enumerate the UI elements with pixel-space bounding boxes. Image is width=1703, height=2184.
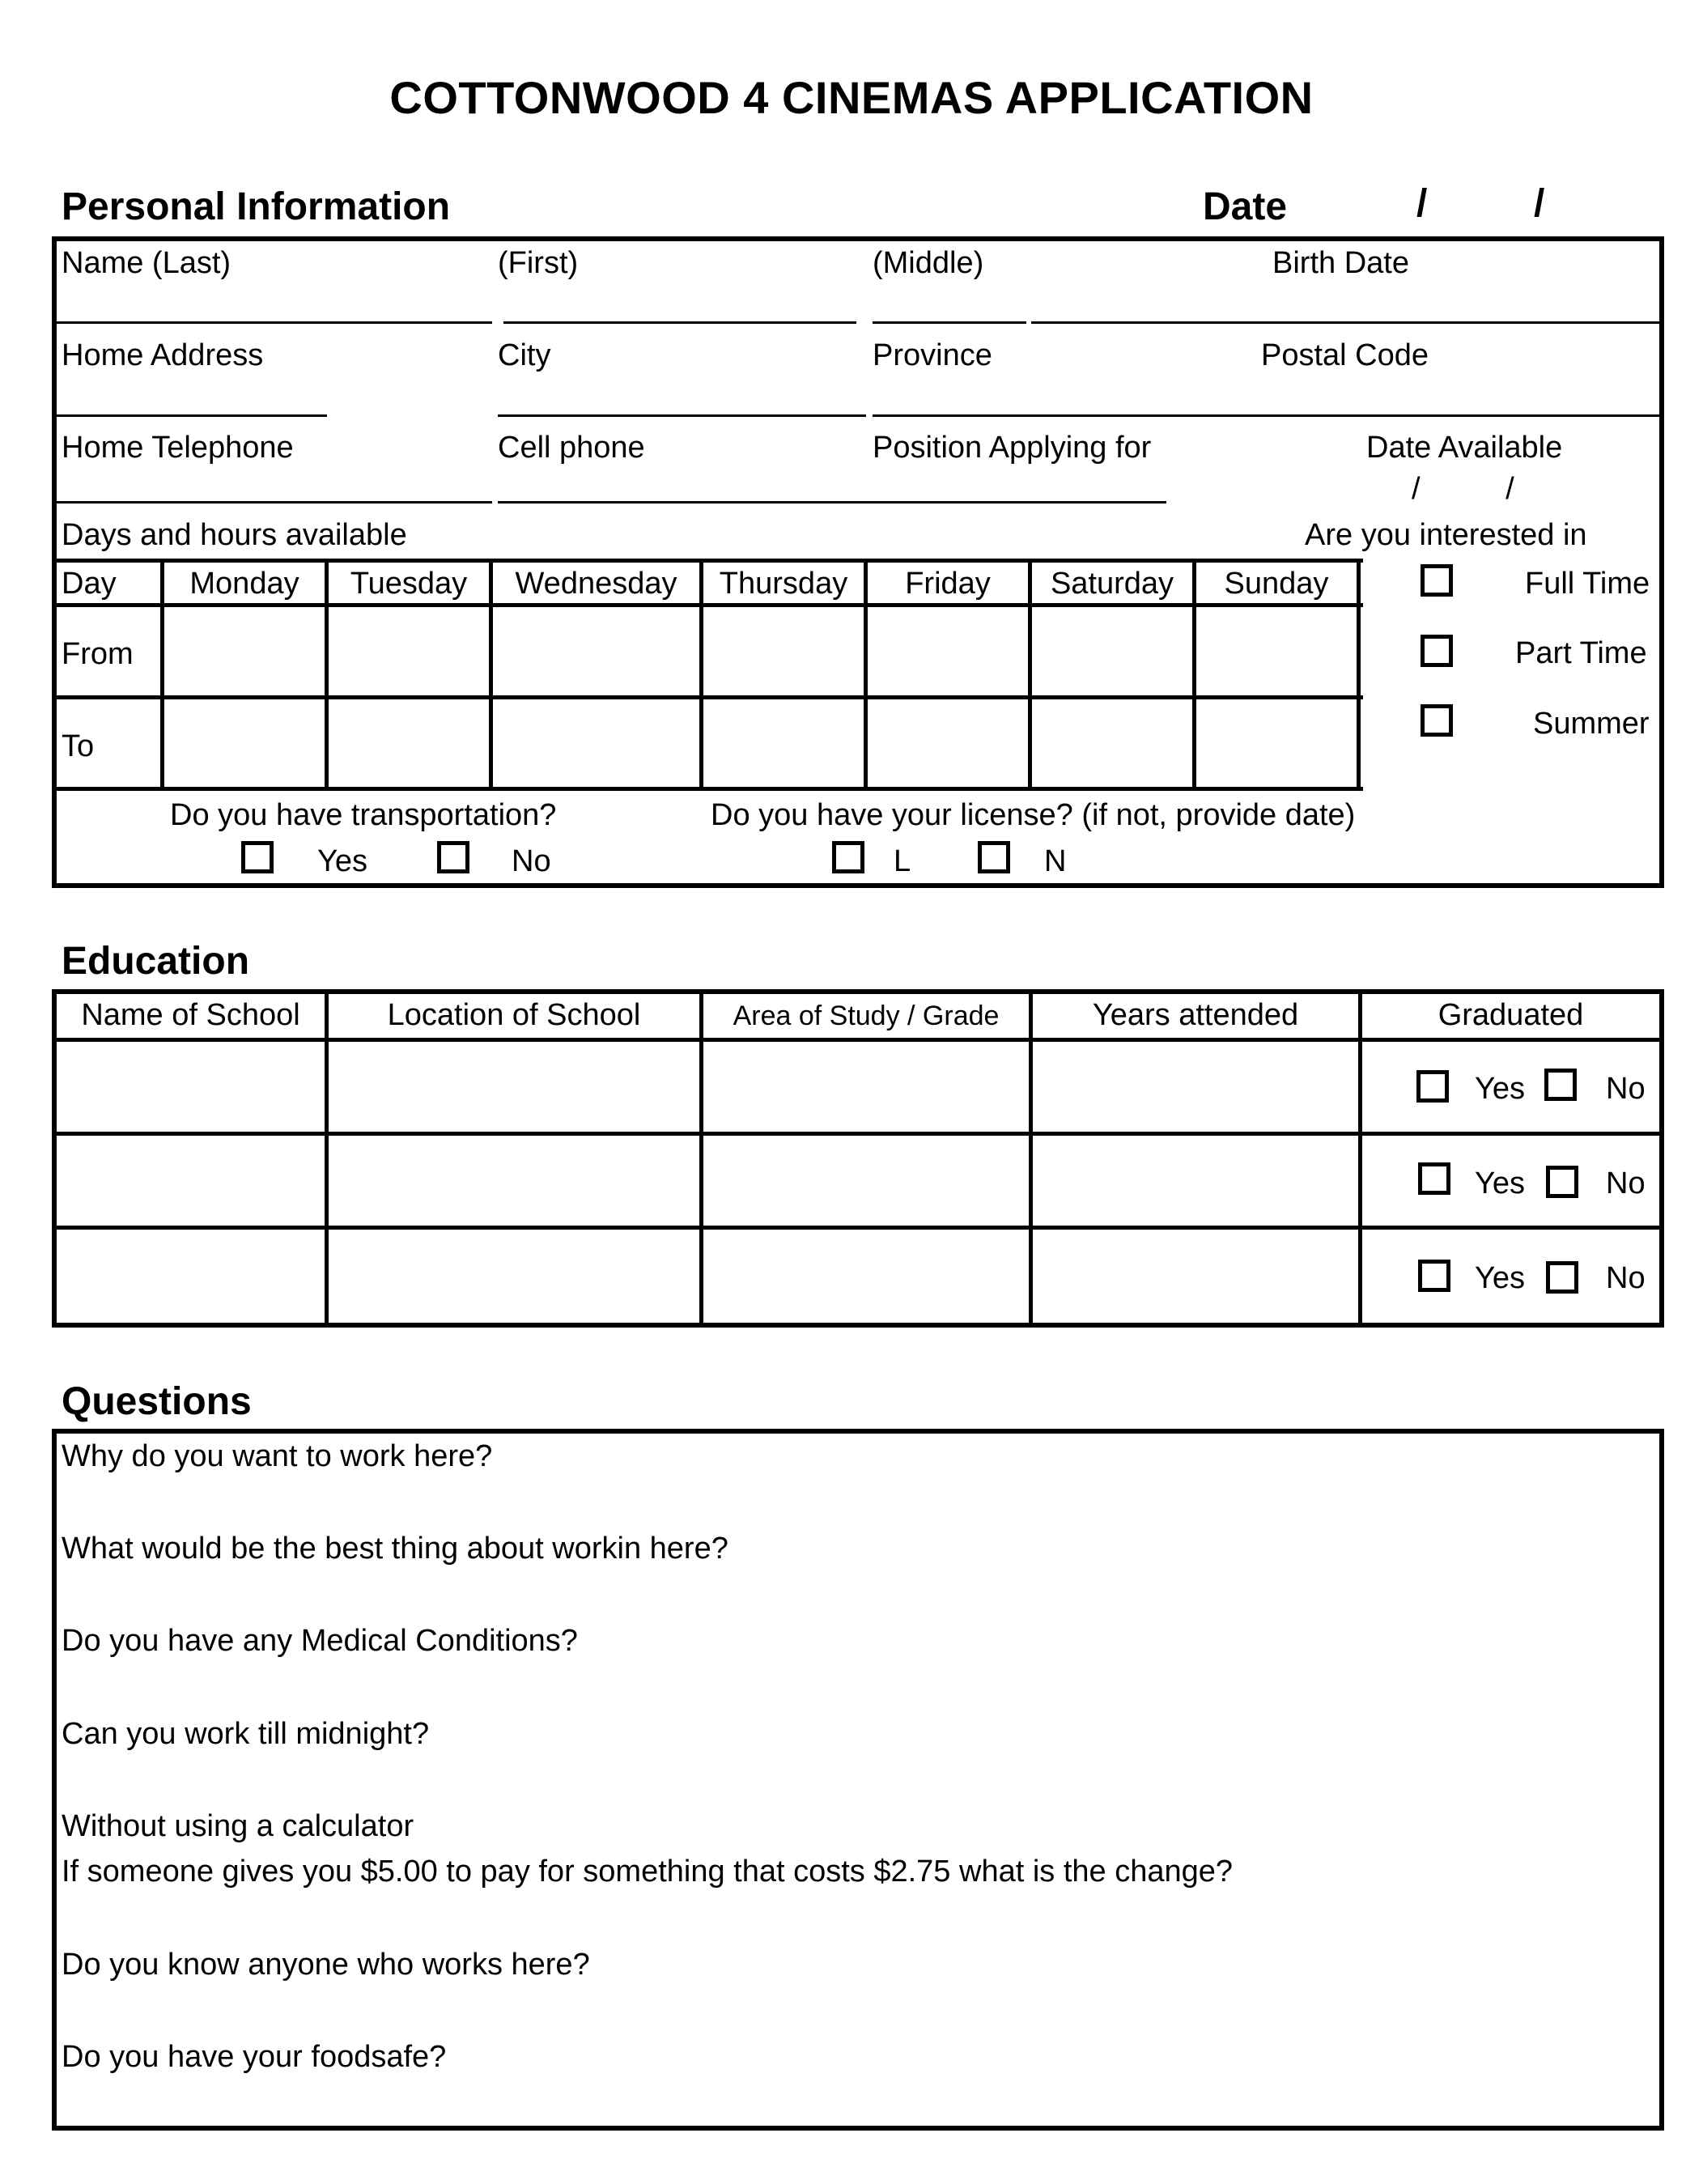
graduated-no-label-3: No	[1606, 1261, 1646, 1295]
schedule-row-from: From	[62, 637, 134, 671]
schedule-header-sunday: Sunday	[1224, 567, 1329, 601]
question-5: Without using a calculator	[62, 1809, 414, 1843]
graduated-yes-label-3: Yes	[1475, 1261, 1525, 1295]
postal-code-line[interactable]	[1030, 414, 1659, 417]
home-address-label: Home Address	[62, 338, 264, 372]
date-available-label: Date Available	[1366, 431, 1563, 465]
part-time-label: Part Time	[1515, 636, 1647, 670]
schedule-header-day: Day	[62, 567, 117, 601]
schedule-header-thursday: Thursday	[719, 567, 848, 601]
schedule-header-wednesday: Wednesday	[515, 567, 677, 601]
graduated-no-checkbox-2[interactable]	[1546, 1166, 1578, 1198]
graduated-no-label-1: No	[1606, 1072, 1646, 1106]
transportation-question: Do you have transportation?	[170, 798, 557, 832]
date-label: Date	[1203, 185, 1288, 228]
part-time-checkbox[interactable]	[1421, 635, 1453, 667]
name-middle-line[interactable]	[873, 321, 1026, 324]
transportation-no-label: No	[512, 844, 551, 878]
edu-header-graduated: Graduated	[1438, 998, 1584, 1032]
graduated-yes-checkbox-3[interactable]	[1418, 1260, 1450, 1292]
license-n-checkbox[interactable]	[978, 841, 1010, 873]
edu-header-school-name: Name of School	[81, 998, 300, 1032]
transportation-no-checkbox[interactable]	[437, 841, 469, 873]
edu-header-school-location: Location of School	[387, 998, 641, 1032]
cell-phone-label: Cell phone	[498, 431, 645, 465]
schedule-header-monday: Monday	[189, 567, 299, 601]
schedule-header-tuesday: Tuesday	[350, 567, 468, 601]
summer-checkbox[interactable]	[1421, 704, 1453, 737]
date-separator-2: /	[1534, 182, 1545, 225]
schedule-header-saturday: Saturday	[1050, 567, 1174, 601]
graduated-yes-checkbox-1[interactable]	[1416, 1070, 1449, 1103]
question-6: If someone gives you $5.00 to pay for something that costs $2.75 what is the change?	[62, 1855, 1234, 1889]
name-first-line[interactable]	[503, 321, 856, 324]
cell-position-line[interactable]	[498, 501, 1166, 504]
city-label: City	[498, 338, 551, 372]
graduated-yes-label-2: Yes	[1475, 1166, 1525, 1200]
graduated-yes-checkbox-2[interactable]	[1418, 1162, 1450, 1195]
license-l-label: L	[894, 844, 911, 878]
education-heading: Education	[62, 940, 250, 983]
question-8: Do you have your foodsafe?	[62, 2040, 447, 2074]
position-label: Position Applying for	[873, 431, 1152, 465]
birth-date-line[interactable]	[1031, 321, 1659, 324]
edu-header-years-attended: Years attended	[1092, 998, 1299, 1032]
schedule-row-to: To	[62, 729, 95, 763]
question-4: Can you work till midnight?	[62, 1717, 430, 1751]
name-first-label: (First)	[498, 246, 579, 280]
graduated-yes-label-1: Yes	[1475, 1072, 1525, 1106]
license-l-checkbox[interactable]	[832, 841, 864, 873]
license-question: Do you have your license? (if not, provide date)	[711, 798, 1356, 832]
home-address-line[interactable]	[57, 414, 327, 417]
summer-label: Summer	[1533, 707, 1650, 741]
name-last-line[interactable]	[57, 321, 492, 324]
form-title: COTTONWOOD 4 CINEMAS APPLICATION	[389, 72, 1314, 123]
province-label: Province	[873, 338, 992, 372]
transportation-yes-label: Yes	[317, 844, 367, 878]
interested-in-label: Are you interested in	[1305, 518, 1587, 552]
question-7: Do you know anyone who works here?	[62, 1948, 590, 1982]
days-hours-label: Days and hours available	[62, 518, 407, 552]
name-middle-label: (Middle)	[873, 246, 984, 280]
questions-heading: Questions	[62, 1380, 252, 1423]
full-time-label: Full Time	[1525, 567, 1650, 601]
edu-header-area-of-study: Area of Study / Grade	[733, 1001, 1000, 1031]
postal-code-label: Postal Code	[1261, 338, 1429, 372]
personal-info-heading: Personal Information	[62, 185, 451, 228]
province-line[interactable]	[873, 414, 1030, 417]
schedule-header-friday: Friday	[905, 567, 991, 601]
question-2: What would be the best thing about workin here?	[62, 1532, 728, 1566]
date-separator-1: /	[1416, 182, 1428, 225]
graduated-no-checkbox-1[interactable]	[1544, 1069, 1577, 1101]
question-1: Why do you want to work here?	[62, 1439, 493, 1473]
birth-date-label: Birth Date	[1272, 246, 1409, 280]
name-last-label: Name (Last)	[62, 246, 231, 280]
license-n-label: N	[1044, 844, 1067, 878]
city-line[interactable]	[498, 414, 866, 417]
question-3: Do you have any Medical Conditions?	[62, 1624, 578, 1658]
home-telephone-line[interactable]	[57, 501, 492, 504]
full-time-checkbox[interactable]	[1421, 564, 1453, 597]
home-telephone-label: Home Telephone	[62, 431, 294, 465]
graduated-no-label-2: No	[1606, 1166, 1646, 1200]
transportation-yes-checkbox[interactable]	[241, 841, 274, 873]
graduated-no-checkbox-3[interactable]	[1546, 1261, 1578, 1294]
date-available-separators: / /	[1412, 472, 1514, 506]
